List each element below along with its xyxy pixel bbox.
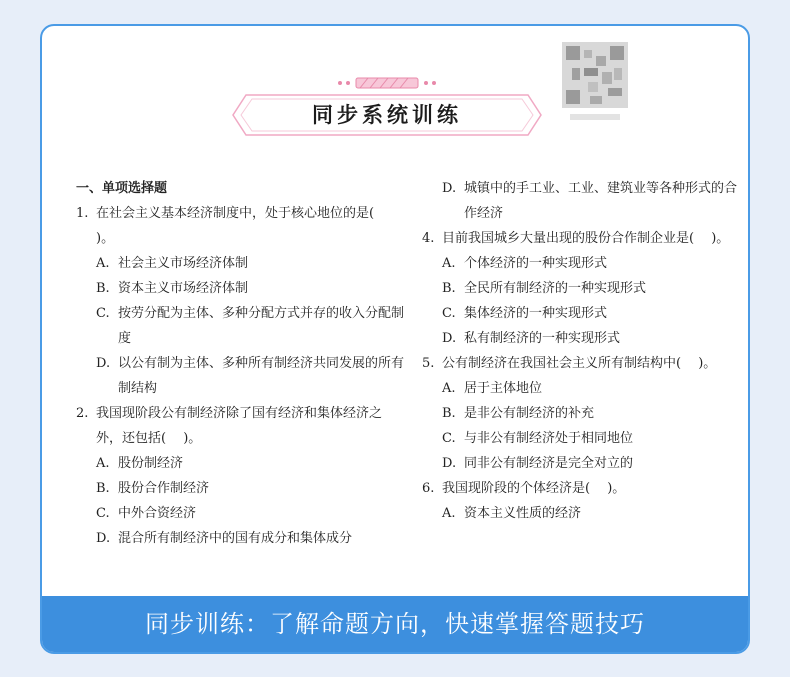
question-text: 我国现阶段的个体经济是( )。 — [442, 481, 626, 496]
option — [76, 451, 406, 476]
question-number: 5. — [422, 356, 435, 371]
option-text: 按劳分配为主体、多种分配方式并存的收入分配制度 — [118, 306, 405, 346]
question-1 — [76, 201, 406, 251]
option-text: 城镇中的手工业、工业、建筑业等各种形式的合作经济 — [464, 181, 738, 221]
question-text: 公有制经济在我国社会主义所有制结构中( )。 — [442, 356, 717, 371]
option — [422, 276, 742, 301]
option-label: C. — [96, 306, 110, 321]
option-label: D. — [442, 331, 457, 346]
question-number: 1. — [76, 206, 89, 221]
option-text: 股份合作制经济 — [118, 481, 210, 496]
question-text: 我国现阶段公有制经济除了国有经济和集体经济之外，还包括( )。 — [96, 406, 383, 446]
banner-title: 同步系统训练 — [312, 103, 462, 127]
option — [76, 301, 406, 351]
question-number: 6. — [422, 481, 435, 496]
footer-banner: 同步训练：了解命题方向，快速掌握答题技巧 — [42, 596, 748, 652]
question-text: 在社会主义基本经济制度中，处于核心地位的是( )。 — [96, 206, 392, 246]
option-label: D. — [442, 456, 457, 471]
content-card — [40, 24, 750, 654]
question-6 — [422, 476, 742, 501]
option-text: 居于主体地位 — [464, 381, 543, 396]
option-text: 同非公有制经济是完全对立的 — [464, 456, 634, 471]
option-label: A. — [96, 456, 110, 471]
qr-code-image — [562, 42, 628, 126]
question-2 — [76, 401, 406, 451]
qr-code — [562, 42, 628, 126]
option — [422, 401, 742, 426]
option-label: D. — [96, 531, 111, 546]
option-text: 全民所有制经济的一种实现形式 — [464, 281, 647, 296]
option — [422, 501, 742, 526]
option-text: 私有制经济的一种实现形式 — [464, 331, 621, 346]
option-text: 混合所有制经济中的国有成分和集体成分 — [118, 531, 353, 546]
question-text: 目前我国城乡大量出现的股份合作制企业是( )。 — [442, 231, 730, 246]
option-label: C. — [96, 506, 110, 521]
option-label: A. — [442, 256, 456, 271]
option-text: 中外合资经济 — [118, 506, 197, 521]
option-text: 是非公有制经济的补充 — [464, 406, 595, 421]
section-title: 一、单项选择题 — [76, 181, 168, 196]
option — [422, 451, 742, 476]
option-label: A. — [96, 256, 110, 271]
left-column — [76, 176, 406, 551]
option-text: 与非公有制经济处于相同地位 — [464, 431, 634, 446]
option — [76, 351, 406, 401]
option-label: D. — [442, 181, 457, 196]
option-label: B. — [442, 281, 456, 296]
option-label: B. — [96, 481, 110, 496]
option — [76, 501, 406, 526]
right-column — [422, 176, 742, 526]
question-number: 2. — [76, 406, 89, 421]
option — [422, 176, 742, 226]
option — [76, 276, 406, 301]
option-text: 集体经济的一种实现形式 — [464, 306, 608, 321]
option-text: 以公有制为主体、多种所有制经济共同发展的所有制结构 — [118, 356, 405, 396]
option-text: 资本主义市场经济体制 — [118, 281, 249, 296]
option — [76, 526, 406, 551]
question-4 — [422, 226, 742, 251]
option-text: 社会主义市场经济体制 — [118, 256, 249, 271]
option — [422, 326, 742, 351]
option-label: C. — [442, 431, 456, 446]
option-text: 股份制经济 — [118, 456, 184, 471]
section-banner — [232, 76, 542, 152]
option — [76, 251, 406, 276]
question-number: 4. — [422, 231, 435, 246]
option-label: A. — [442, 506, 456, 521]
option — [422, 301, 742, 326]
option-label: B. — [442, 406, 456, 421]
option-text: 资本主义性质的经济 — [464, 506, 582, 521]
option — [422, 426, 742, 451]
option-text: 个体经济的一种实现形式 — [464, 256, 608, 271]
option — [422, 376, 742, 401]
banner-decoration — [332, 76, 442, 90]
option-label: A. — [442, 381, 456, 396]
option-label: C. — [442, 306, 456, 321]
option-label: B. — [96, 281, 110, 296]
question-5 — [422, 351, 742, 376]
option — [76, 476, 406, 501]
option — [422, 251, 742, 276]
option-label: D. — [96, 356, 111, 371]
